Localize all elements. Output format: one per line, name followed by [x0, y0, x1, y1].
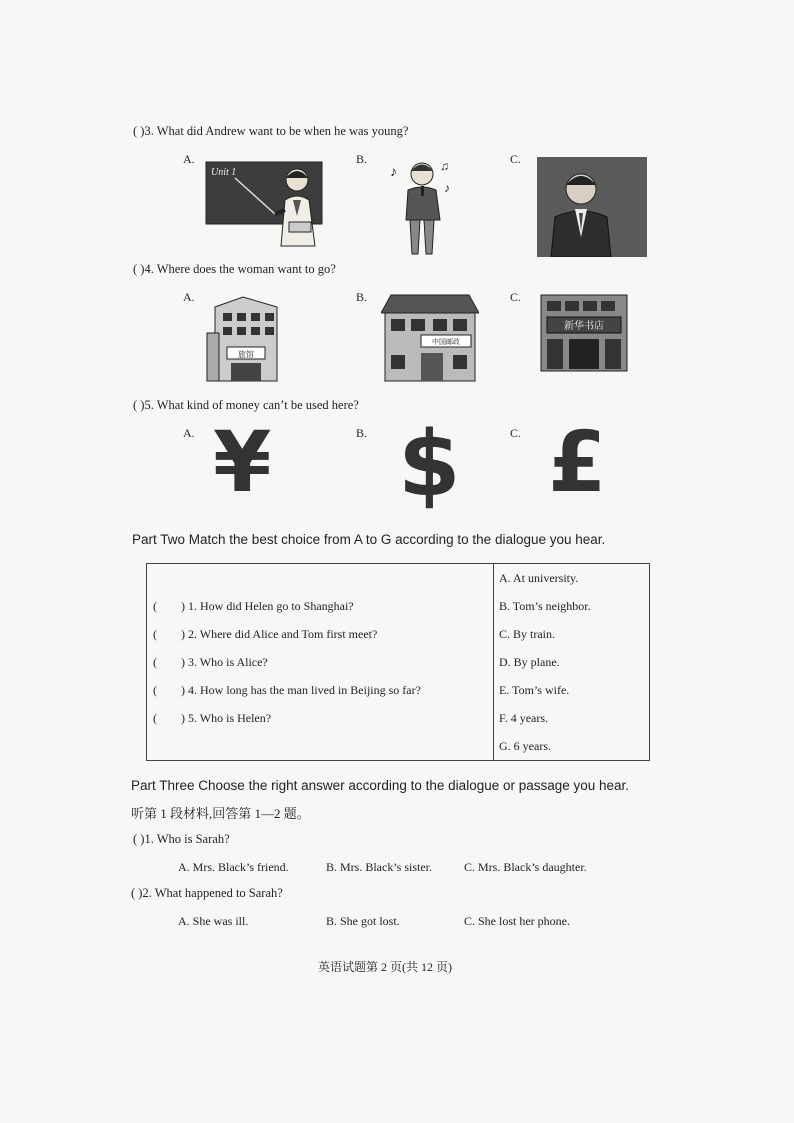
answer-f: F. 4 years.: [494, 704, 650, 732]
q3-option-b-letter: B.: [356, 152, 368, 166]
question-4-prompt: ( )4. Where does the woman want to go?: [133, 262, 336, 276]
question-5-prompt: ( )5. What kind of money can’t be used here?: [133, 398, 359, 412]
answer-bracket: (: [153, 710, 157, 725]
pound-symbol: £: [548, 413, 607, 511]
match-question-2-text: ) 2. Where did Alice and Tom first meet?: [181, 626, 378, 641]
match-question-3: [147, 648, 494, 676]
p3-q2-option-b: B. She got lost.: [326, 914, 400, 928]
answer-bracket: (: [153, 682, 157, 697]
p3-q1-option-a: A. Mrs. Black’s friend.: [178, 860, 289, 874]
yen-symbol: ¥: [213, 413, 272, 511]
answer-a: A. At university.: [494, 564, 650, 593]
svg-text:♪: ♪: [444, 181, 450, 195]
dollar-symbol: $: [398, 412, 461, 517]
answer-g: G. 6 years.: [494, 732, 650, 761]
hotel-sign: 旅馆: [238, 350, 254, 359]
q4-option-a-letter: A.: [183, 290, 195, 304]
match-question-4: [147, 676, 494, 704]
q5-option-c-letter: C.: [510, 426, 522, 440]
answer-bracket: (: [153, 626, 157, 641]
answer-bracket: (: [153, 598, 157, 613]
q3-option-c-letter: C.: [510, 152, 522, 166]
hotel-picture: [203, 293, 289, 385]
svg-text:♪: ♪: [390, 165, 397, 180]
p3-q2-option-a: A. She was ill.: [178, 914, 249, 928]
singer-picture: [384, 156, 464, 260]
q4-option-b-letter: B.: [356, 290, 368, 304]
q5-option-b-letter: B.: [356, 426, 368, 440]
table-row-empty: [147, 564, 494, 593]
q4-option-c-letter: C.: [510, 290, 522, 304]
match-question-5-text: ) 5. Who is Helen?: [181, 710, 272, 725]
p3-q1-option-c: C. Mrs. Black’s daughter.: [464, 860, 587, 874]
part-three-instruction: 听第 1 段材料,回答第 1—2 题。: [131, 806, 310, 821]
post-office-picture: [381, 293, 479, 385]
q3-option-a-letter: A.: [183, 152, 195, 166]
answer-bracket: (: [153, 654, 157, 669]
answer-c: C. By train.: [494, 620, 650, 648]
bookstore-sign: 新华书店: [564, 321, 604, 332]
table-row-empty: [147, 732, 494, 761]
q5-option-a-letter: A.: [183, 426, 195, 440]
match-question-4-text: ) 4. How long has the man lived in Beijing so far?: [181, 682, 421, 697]
page-footer: 英语试题第 2 页(共 12 页): [318, 960, 452, 974]
p3-question-2-prompt: ( )2. What happened to Sarah?: [131, 886, 283, 900]
match-question-1: [147, 592, 494, 620]
answer-e: E. Tom’s wife.: [494, 676, 650, 704]
p3-question-1-prompt: ( )1. Who is Sarah?: [133, 832, 230, 846]
match-question-3-text: ) 3. Who is Alice?: [181, 654, 268, 669]
post-office-sign: 中国邮政: [432, 338, 460, 346]
question-3-prompt: ( )3. What did Andrew want to be when he was young?: [133, 124, 409, 138]
matching-table: [146, 563, 650, 761]
part-two-heading: Part Two Match the best choice from A to G according to the dialogue you hear.: [132, 532, 606, 547]
p3-q1-option-b: B. Mrs. Black’s sister.: [326, 860, 433, 874]
match-question-1-text: ) 1. How did Helen go to Shanghai?: [181, 598, 354, 613]
match-question-5: [147, 704, 494, 732]
svg-text:♫: ♫: [440, 159, 449, 173]
answer-b: B. Tom’s neighbor.: [494, 592, 650, 620]
teacher-picture: [205, 156, 327, 248]
businessman-picture: [537, 157, 647, 257]
blackboard-text: Unit 1: [211, 167, 237, 178]
answer-d: D. By plane.: [494, 648, 650, 676]
bookstore-picture: [539, 293, 629, 373]
part-three-heading: Part Three Choose the right answer according to the dialogue or passage you hear.: [131, 778, 630, 793]
match-question-2: [147, 620, 494, 648]
p3-q2-option-c: C. She lost her phone.: [464, 914, 570, 928]
